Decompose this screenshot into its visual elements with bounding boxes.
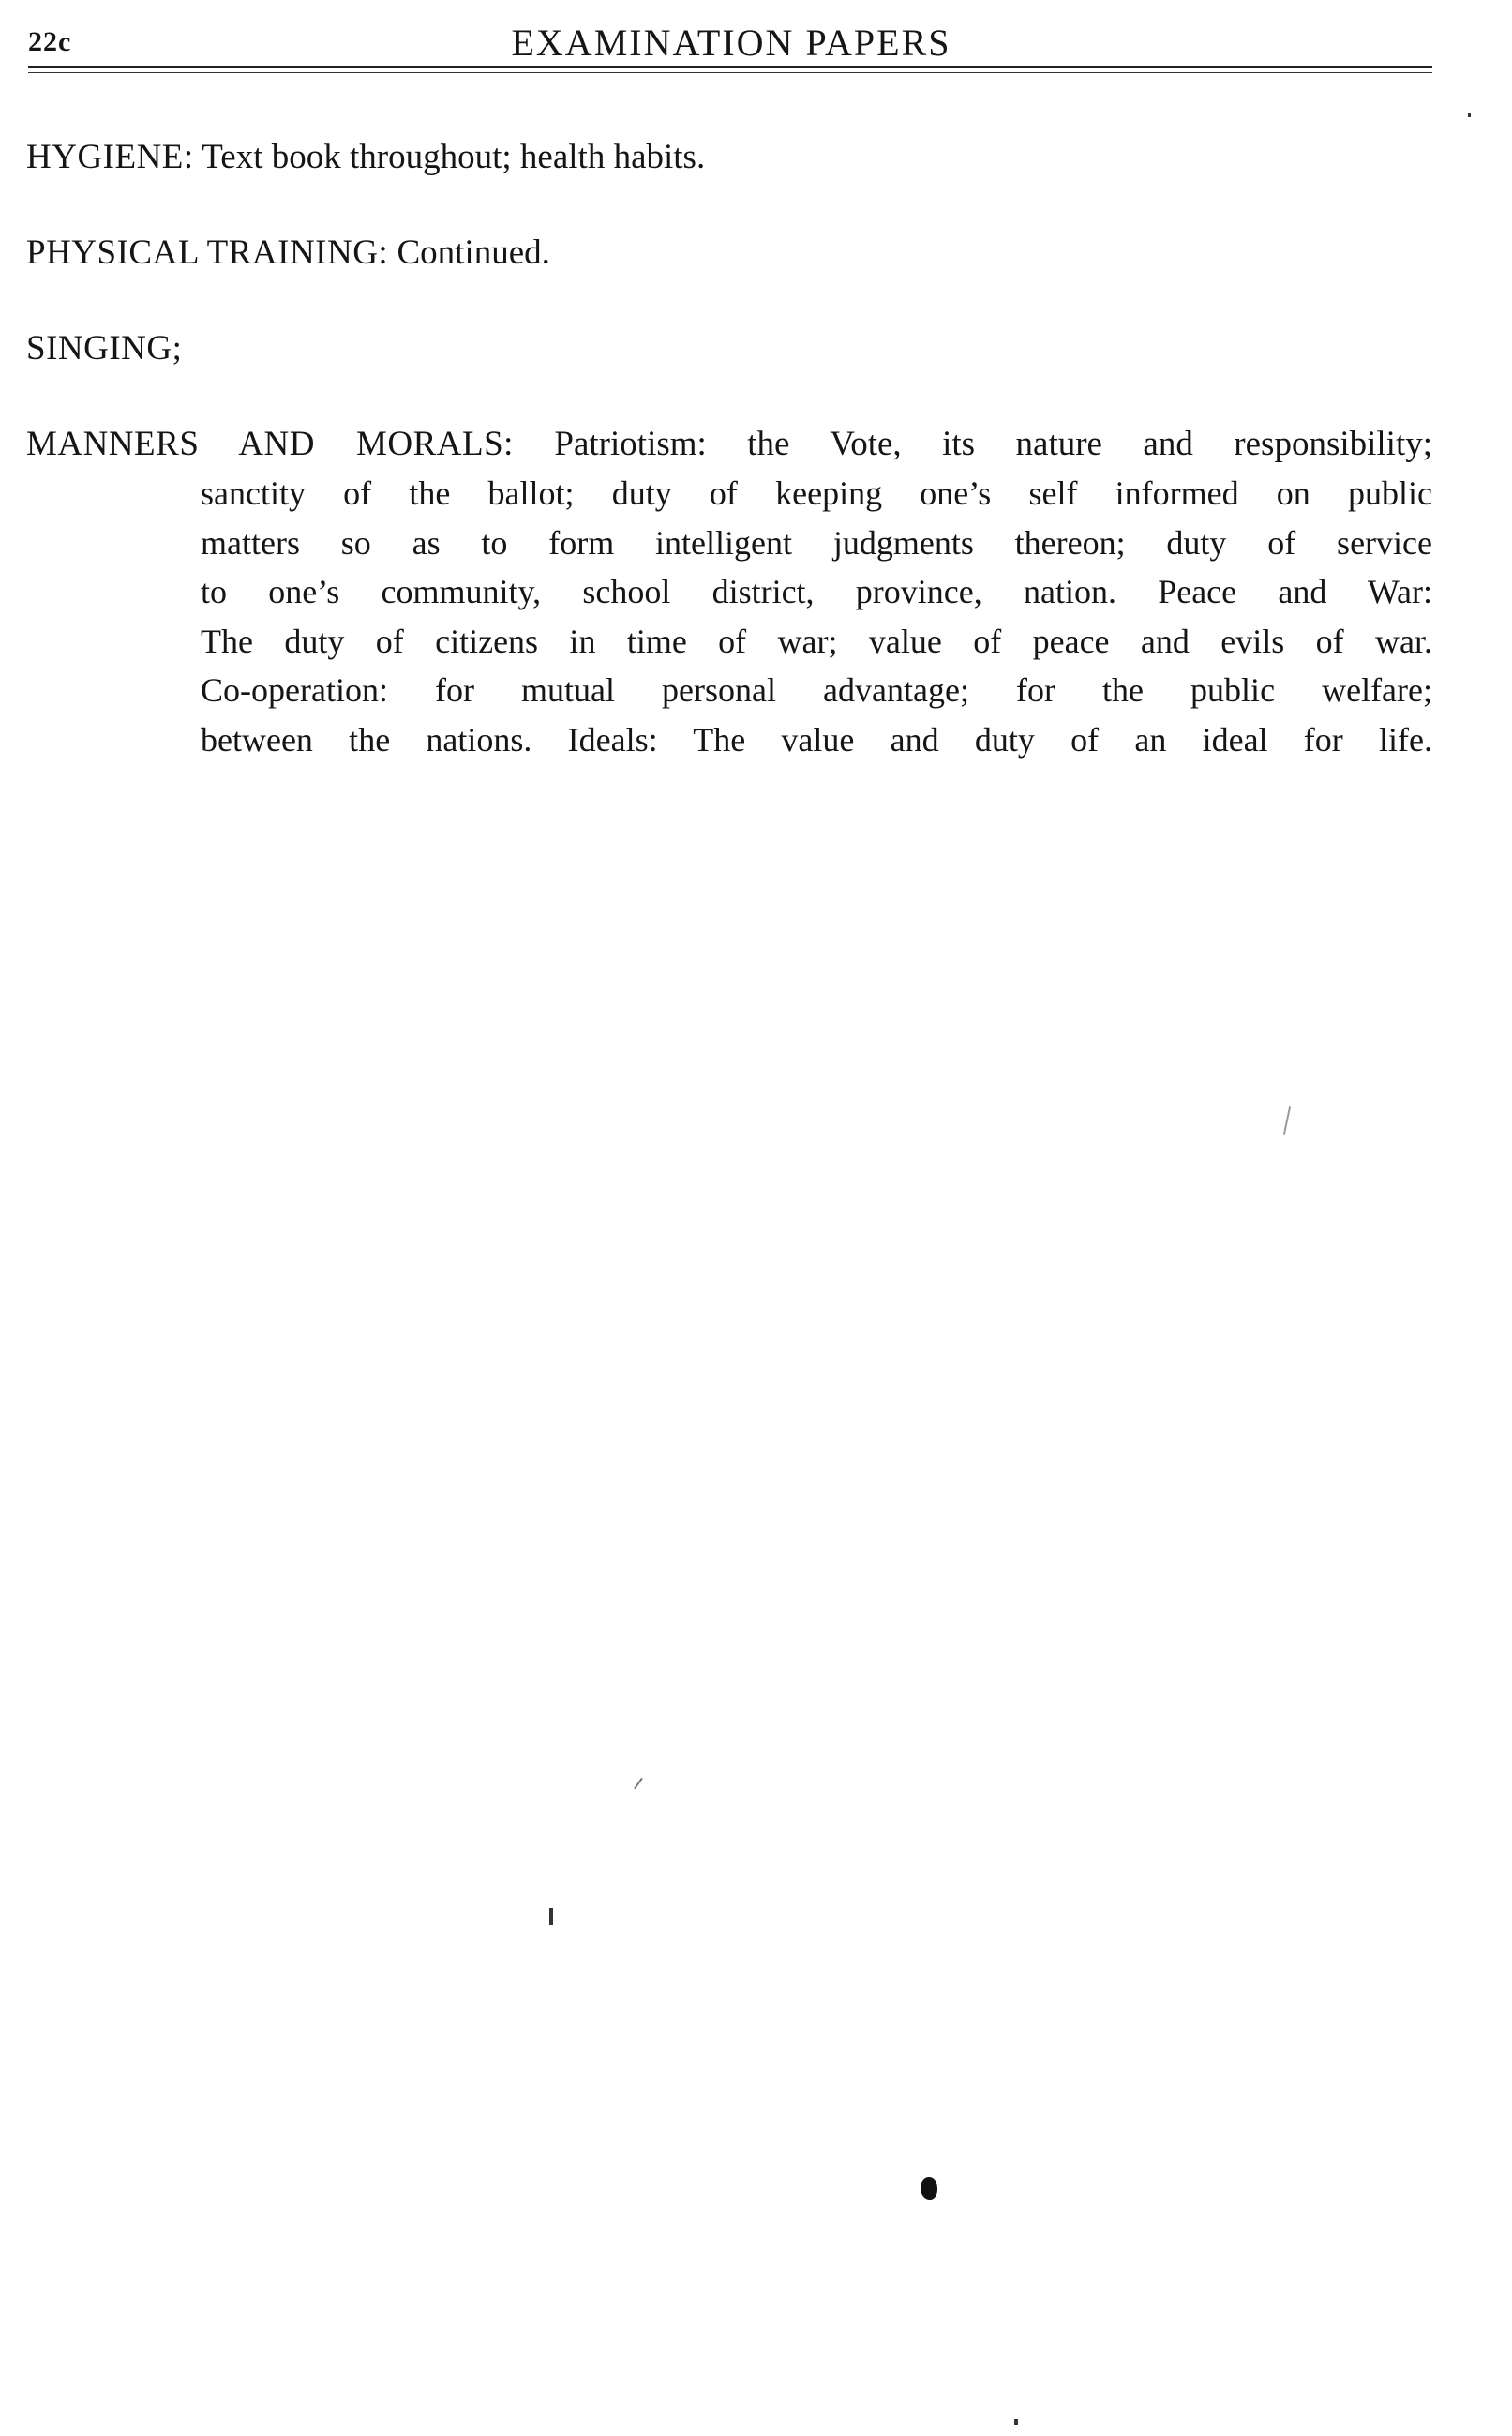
text-line: sanctity of the ballot; duty of keeping one’s self informed on public xyxy=(201,474,1432,512)
entry-first-line xyxy=(26,420,1432,469)
ink-speck xyxy=(1014,2419,1018,2425)
entry-text: Patriotism: the Vote, its nature and responsibility; xyxy=(554,425,1433,463)
page-number: 22c xyxy=(28,26,72,57)
entry-heading: SINGING; xyxy=(26,329,183,368)
ink-speck xyxy=(549,1908,553,1925)
running-title: EXAMINATION PAPERS xyxy=(511,22,951,64)
entry-physical-training xyxy=(26,229,550,278)
page-header xyxy=(28,19,1434,68)
text-line: The duty of citizens in time of war; value of peace and evils of war. xyxy=(201,622,1432,660)
entry-manners-and-morals xyxy=(26,420,1432,764)
entry-heading: PHYSICAL TRAINING: xyxy=(26,233,389,272)
text-line: matters so as to form intelligent judgments thereon; duty of service xyxy=(201,523,1432,562)
header-rule xyxy=(28,66,1432,68)
ink-speck xyxy=(1468,113,1471,117)
text-line: Co-operation: for mutual personal advantage; for the public welfare; xyxy=(201,671,1432,709)
entry-heading: HYGIENE: xyxy=(26,138,194,176)
ink-blot xyxy=(921,2177,937,2200)
entry-text: Text book throughout; health habits. xyxy=(202,138,706,176)
entry-heading: MANNERS AND MORALS: xyxy=(26,425,514,463)
entry-hygiene xyxy=(26,133,705,182)
ink-speck xyxy=(634,1778,643,1790)
entry-singing xyxy=(26,324,182,373)
header-rule-thin xyxy=(28,72,1432,73)
text-line: between the nations. Ideals: The value and duty of an ideal for life. xyxy=(201,720,1432,759)
text-line: to one’s community, school district, province, nation. Peace and War: xyxy=(201,573,1432,610)
entry-text: Continued. xyxy=(397,233,550,272)
entry-body xyxy=(201,469,1432,764)
ink-speck xyxy=(1283,1106,1291,1135)
